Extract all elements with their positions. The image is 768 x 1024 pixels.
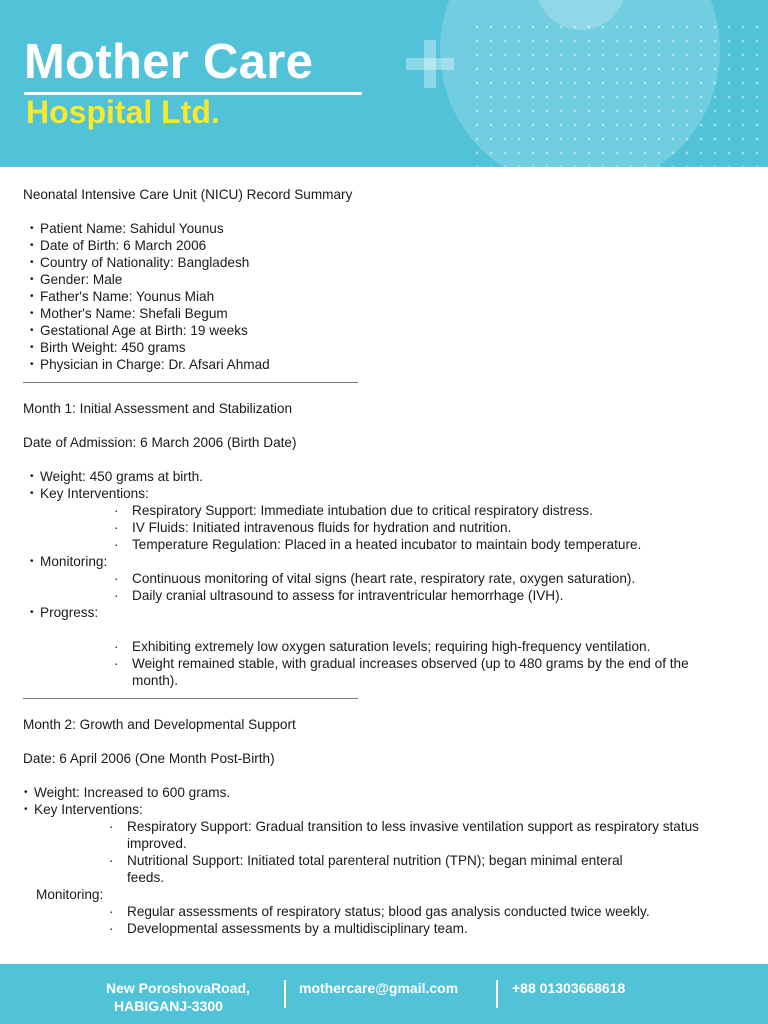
address-line2: HABIGANJ-3300 xyxy=(114,998,223,1014)
list-item: • Gestational Age at Birth: 19 weeks xyxy=(23,322,743,339)
list-item: · Developmental assessments by a multidisciplinary team. xyxy=(103,920,743,937)
address-line1: New PoroshovaRoad, xyxy=(106,980,250,996)
list-item: · Temperature Regulation: Placed in a heated incubator to maintain body temperature. xyxy=(108,536,743,553)
list-item: · Regular assessments of respiratory status; blood gas analysis conducted twice weekly. xyxy=(103,903,743,920)
section-divider xyxy=(23,382,358,383)
list-item: • Physician in Charge: Dr. Afsari Ahmad xyxy=(23,356,743,373)
month1-progress-list xyxy=(108,638,743,689)
list-item: · Weight remained stable, with gradual increases observed (up to 480 grams by the end of the month). xyxy=(108,655,743,689)
list-item: • Date of Birth: 6 March 2006 xyxy=(23,237,743,254)
list-item: · Nutritional Support: Initiated total parenteral nutrition (TPN); began minimal enteral feeds. xyxy=(103,852,743,886)
list-item: • Country of Nationality: Bangladesh xyxy=(23,254,743,271)
list-item: · IV Fluids: Initiated intravenous fluids for hydration and nutrition. xyxy=(108,519,743,536)
month1-weight: • Weight: 450 grams at birth. xyxy=(23,468,743,485)
footer-phone[interactable]: +88 01303668618 xyxy=(512,980,626,996)
list-item: • Gender: Male xyxy=(23,271,743,288)
month2-monitoring-list xyxy=(103,903,743,937)
month1-interventions-list xyxy=(108,502,743,553)
list-item: • Mother's Name: Shefali Begum xyxy=(23,305,743,322)
section-divider xyxy=(23,698,358,699)
record-title: Neonatal Intensive Care Unit (NICU) Record Summary xyxy=(23,187,353,202)
month1-list xyxy=(23,468,743,502)
month2-title: Month 2: Growth and Developmental Support xyxy=(23,717,296,732)
header-banner xyxy=(0,0,768,167)
list-item: · Exhibiting extremely low oxygen saturation levels; requiring high-frequency ventilation. xyxy=(108,638,743,655)
list-item: • Birth Weight: 450 grams xyxy=(23,339,743,356)
month2-date: Date: 6 April 2006 (One Month Post-Birth) xyxy=(23,751,275,766)
month1-date: Date of Admission: 6 March 2006 (Birth Date) xyxy=(23,435,297,450)
brand-title: Mother Care xyxy=(24,35,314,89)
footer-email[interactable]: mothercare@gmail.com xyxy=(299,980,459,996)
record-content xyxy=(23,186,743,937)
month2-interventions-label: • Key Interventions: xyxy=(23,801,743,818)
patient-info-list xyxy=(23,220,743,373)
decorative-dots xyxy=(470,20,768,167)
month1-progress-label: • Progress: xyxy=(23,604,743,621)
list-item: • Father's Name: Younus Miah xyxy=(23,288,743,305)
month1-monitoring-label: • Monitoring: xyxy=(23,553,743,570)
month1-interventions-label: • Key Interventions: xyxy=(23,485,743,502)
list-item: · Respiratory Support: Immediate intubation due to critical respiratory distress. xyxy=(108,502,743,519)
list-item: • Patient Name: Sahidul Younus xyxy=(23,220,743,237)
list-item: · Continuous monitoring of vital signs (heart rate, respiratory rate, oxygen saturation). xyxy=(108,570,743,587)
footer-divider xyxy=(284,980,286,1008)
footer-divider xyxy=(496,980,498,1008)
list-item: · Respiratory Support: Gradual transition to less invasive ventilation support as respiratory status improved. xyxy=(103,818,743,852)
month1-monitoring-list xyxy=(108,570,743,604)
footer-bar xyxy=(0,964,768,1024)
month1-title: Month 1: Initial Assessment and Stabilization xyxy=(23,401,293,416)
list-item: · Daily cranial ultrasound to assess for intraventricular hemorrhage (IVH). xyxy=(108,587,743,604)
medical-cross-icon xyxy=(406,40,454,88)
brand-subtitle: Hospital Ltd. xyxy=(26,94,220,130)
footer-address xyxy=(106,979,266,1015)
month2-interventions-list xyxy=(103,818,743,886)
month2-list xyxy=(23,784,743,818)
month2-weight: • Weight: Increased to 600 grams. xyxy=(23,784,743,801)
month2-monitoring-label: Monitoring: xyxy=(36,887,104,902)
